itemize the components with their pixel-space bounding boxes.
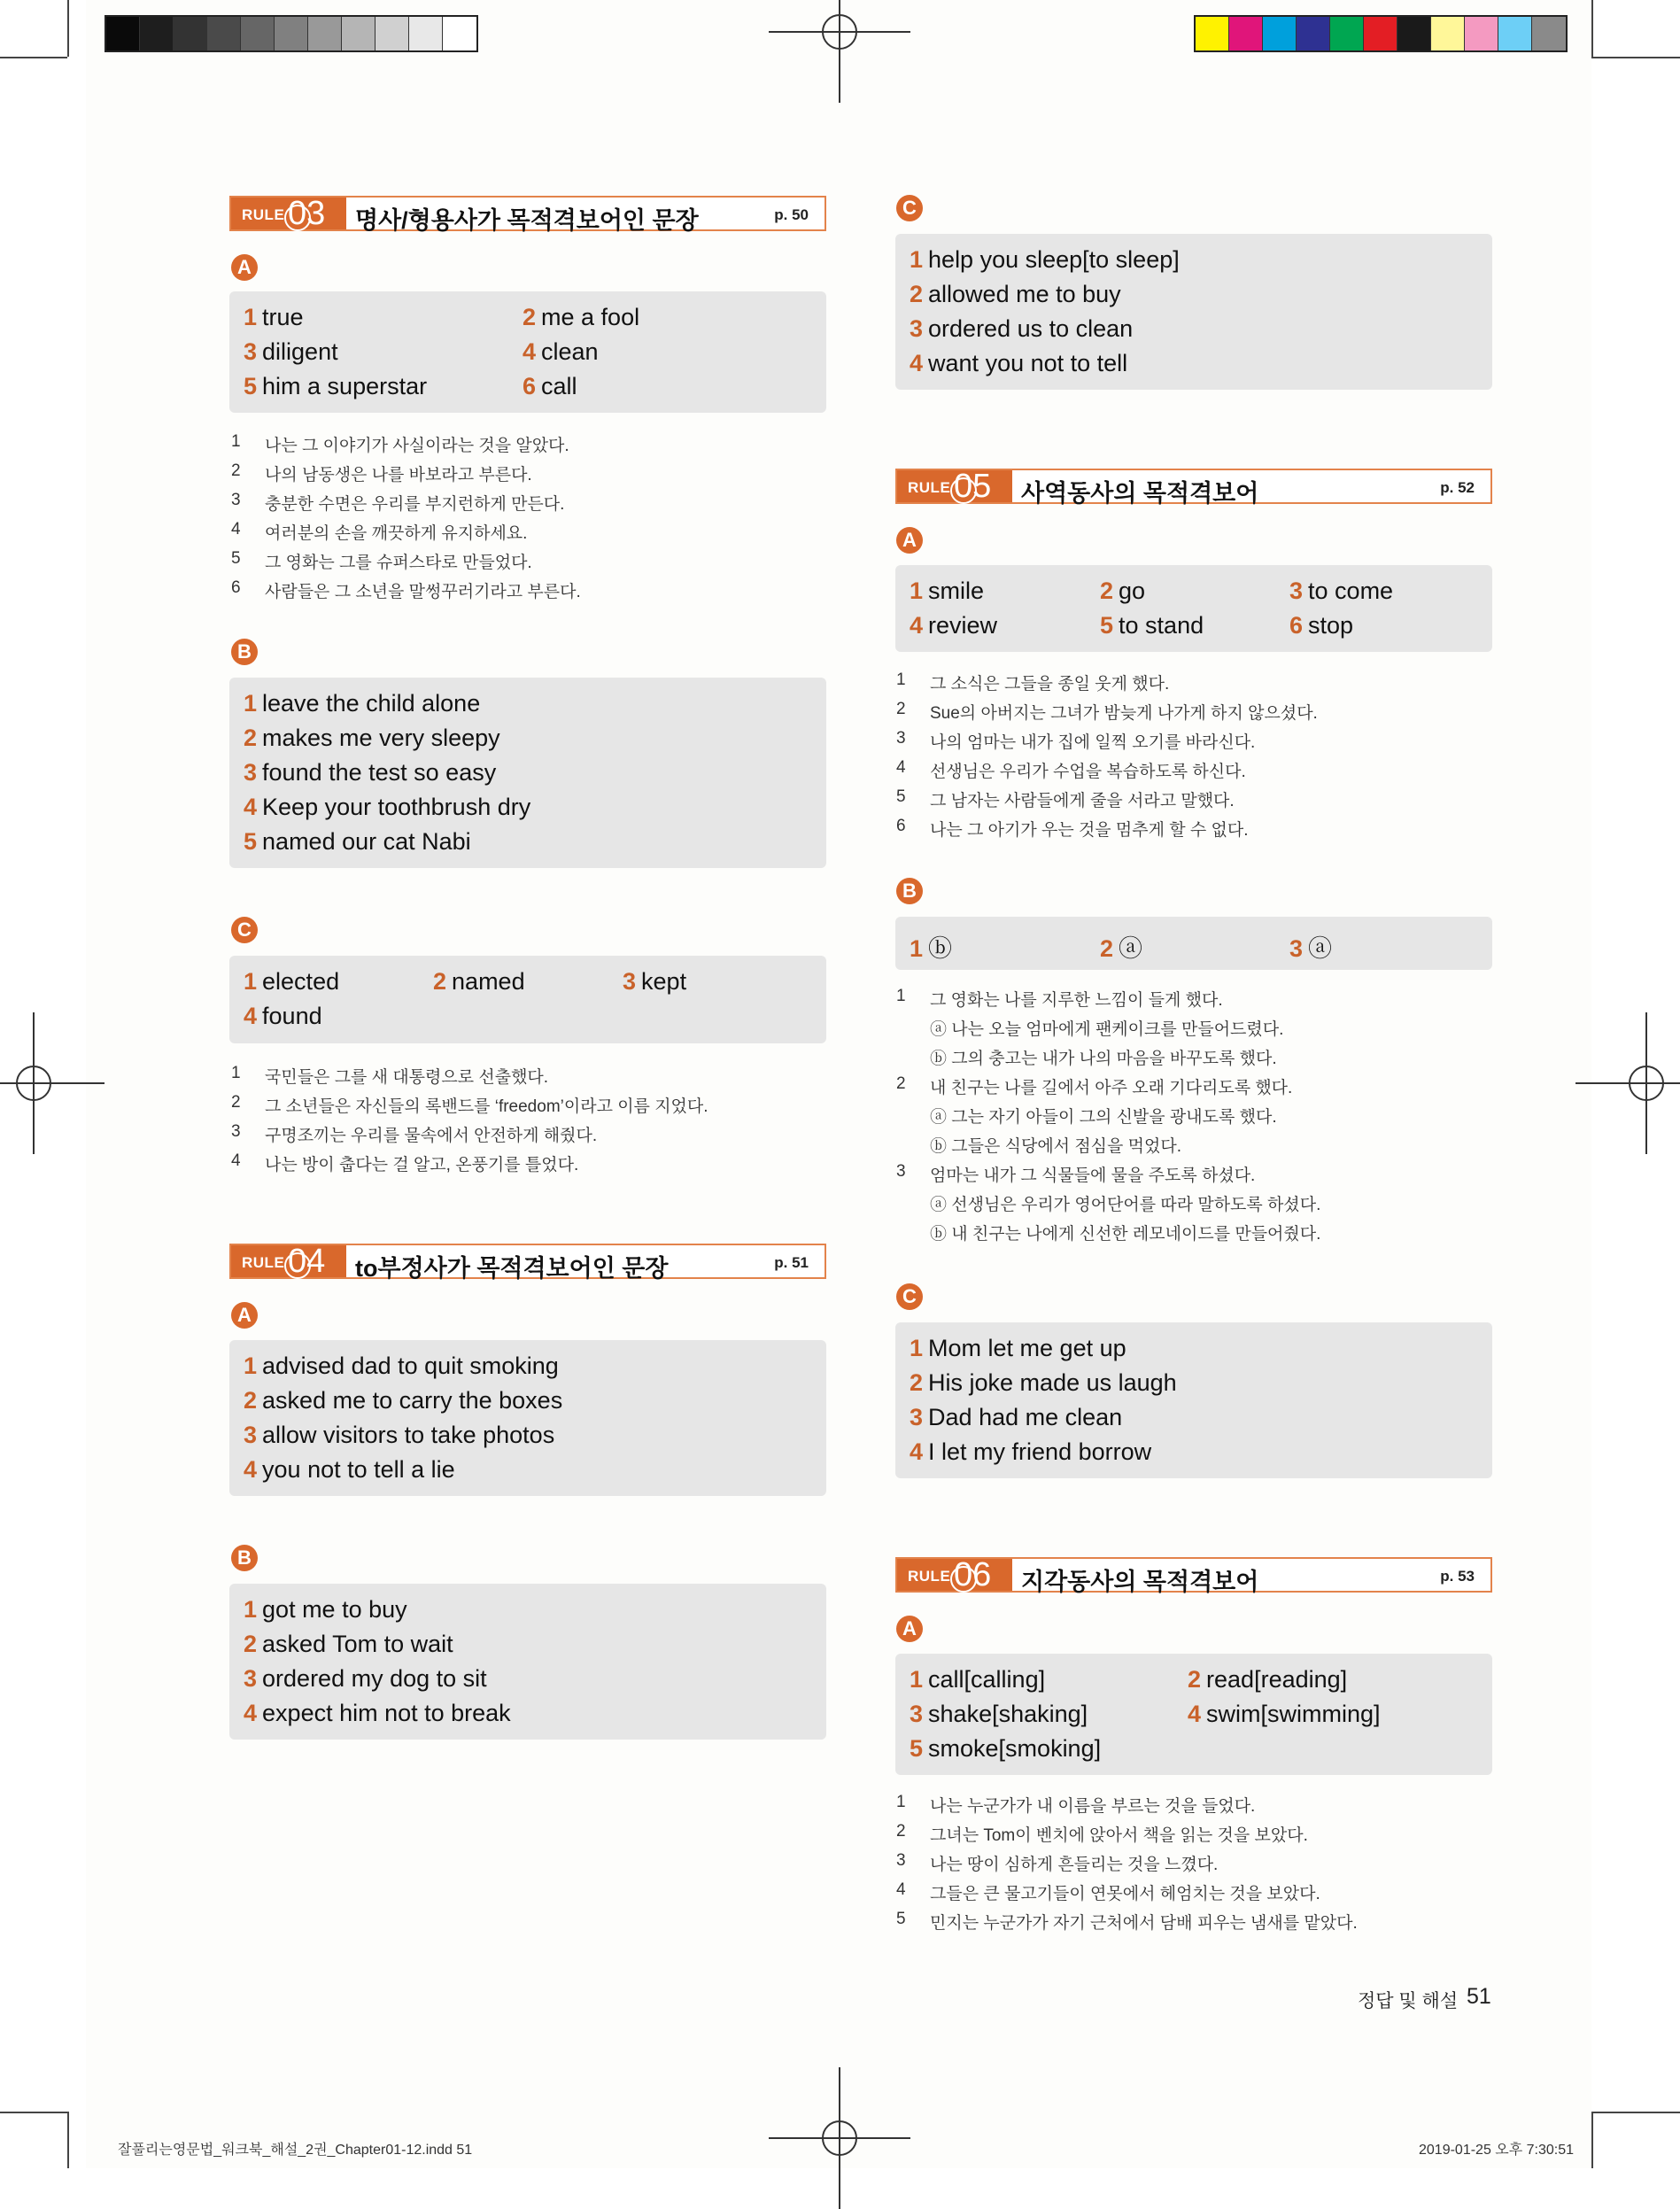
answer-item: 5 smoke[smoking] bbox=[910, 1735, 1102, 1762]
page-reference: p. 51 bbox=[774, 1254, 809, 1271]
section-badge-b: B bbox=[231, 1545, 258, 1571]
crop-mark bbox=[1591, 0, 1593, 57]
section-badge-a: A bbox=[231, 254, 258, 281]
answer-item: 2 His joke made us laugh bbox=[910, 1369, 1177, 1396]
file-slug: 잘풀리는영문법_워크북_해설_2권_Chapter01-12.indd 51 bbox=[118, 2143, 473, 2158]
answer-item: 4 swim[swimming] bbox=[1188, 1701, 1381, 1727]
answer-item: 1 leave the child alone bbox=[244, 690, 481, 717]
answer-item: 2 me a fool bbox=[523, 304, 640, 330]
registration-mark bbox=[813, 2112, 866, 2165]
rule-tag bbox=[231, 195, 346, 232]
registration-mark bbox=[7, 1057, 60, 1110]
answer-box bbox=[895, 917, 1492, 970]
answer-item: 2 read[reading] bbox=[1188, 1666, 1348, 1693]
answer-item: 4 review bbox=[910, 612, 998, 639]
answer-item: 2 asked Tom to wait bbox=[244, 1631, 453, 1657]
answer-item: 3 shake[shaking] bbox=[910, 1701, 1088, 1727]
rule-word: RULE bbox=[242, 1254, 285, 1271]
answer-item: 6 call bbox=[523, 373, 577, 399]
answer-item: 1 smile bbox=[910, 577, 985, 604]
registration-mark bbox=[813, 5, 866, 58]
crop-mark bbox=[1591, 2112, 1680, 2113]
answer-box bbox=[895, 565, 1492, 652]
answer-item: 5 named our cat Nabi bbox=[244, 828, 471, 855]
answer-item: 3 Dad had me clean bbox=[910, 1404, 1123, 1430]
answer-item: 2 named bbox=[433, 968, 525, 995]
answer-item: 2 allowed me to buy bbox=[910, 281, 1121, 307]
answer-item: 4 you not to tell a lie bbox=[244, 1456, 455, 1483]
answer-item: 1 ⓑ bbox=[910, 935, 953, 962]
rule-number: 06 bbox=[954, 1556, 992, 1593]
page-reference: p. 50 bbox=[774, 206, 809, 223]
crop-mark bbox=[0, 2112, 67, 2113]
rule-tag bbox=[897, 1556, 1012, 1593]
answer-item: 1 elected bbox=[244, 968, 340, 995]
crop-mark bbox=[1591, 2112, 1593, 2168]
answer-item: 4 found bbox=[244, 1003, 322, 1029]
rule-05-header bbox=[895, 468, 1492, 507]
answer-box bbox=[229, 678, 826, 868]
section-badge-b: B bbox=[231, 639, 258, 665]
answer-item: 5 him a superstar bbox=[244, 373, 428, 399]
answer-item: 3 ⓐ bbox=[1289, 935, 1333, 962]
answer-item: 1 got me to buy bbox=[244, 1596, 407, 1623]
answer-item: 2 asked me to carry the boxes bbox=[244, 1387, 563, 1414]
registration-mark bbox=[1620, 1057, 1673, 1110]
answer-item: 3 diligent bbox=[244, 338, 338, 365]
rule-word: RULE bbox=[908, 479, 951, 496]
section-badge-a: A bbox=[231, 1302, 258, 1329]
answer-item: 1 advised dad to quit smoking bbox=[244, 1353, 559, 1379]
answer-box bbox=[229, 956, 826, 1043]
answer-item: 4 clean bbox=[523, 338, 599, 365]
crop-mark bbox=[67, 0, 69, 57]
cmyk-color-bar bbox=[1194, 15, 1568, 52]
answer-item: 5 to stand bbox=[1100, 612, 1204, 639]
answer-item: 1 help you sleep[to sleep] bbox=[910, 246, 1180, 273]
answer-item: 1 true bbox=[244, 304, 304, 330]
section-badge-c: C bbox=[896, 195, 923, 221]
answer-box bbox=[229, 1584, 826, 1740]
page-reference: p. 53 bbox=[1440, 1568, 1475, 1585]
rule-number: 04 bbox=[288, 1243, 326, 1280]
rule-04-header bbox=[229, 1243, 826, 1282]
answer-item: 4 Keep your toothbrush dry bbox=[244, 794, 531, 820]
rule-number: 05 bbox=[954, 468, 992, 505]
rule-03-header bbox=[229, 195, 826, 234]
answer-box bbox=[895, 234, 1492, 390]
footer-title: 정답 및 해설 bbox=[1358, 1991, 1459, 2011]
answer-item: 1 call[calling] bbox=[910, 1666, 1046, 1693]
answer-item: 4 I let my friend borrow bbox=[910, 1438, 1152, 1465]
rule-title: 지각동사의 목적격보어 bbox=[1021, 1569, 1259, 1595]
answer-box bbox=[229, 291, 826, 413]
answer-item: 2 ⓐ bbox=[1100, 935, 1143, 962]
rule-title: to부정사가 목적격보어인 문장 bbox=[355, 1255, 669, 1282]
answer-box bbox=[895, 1654, 1492, 1775]
answer-item: 3 ordered my dog to sit bbox=[244, 1665, 487, 1692]
answer-item: 3 found the test so easy bbox=[244, 759, 497, 786]
section-badge-c: C bbox=[231, 917, 258, 943]
crop-mark bbox=[1591, 57, 1680, 58]
answer-item: 2 makes me very sleepy bbox=[244, 725, 500, 751]
grayscale-color-bar bbox=[105, 15, 478, 52]
answer-item: 4 want you not to tell bbox=[910, 350, 1128, 376]
section-badge-a: A bbox=[896, 1616, 923, 1642]
crop-mark bbox=[0, 57, 67, 58]
page-reference: p. 52 bbox=[1440, 479, 1475, 496]
answer-item: 2 go bbox=[1100, 577, 1146, 604]
answer-item: 6 stop bbox=[1289, 612, 1354, 639]
rule-tag bbox=[231, 1243, 346, 1280]
answer-item: 3 to come bbox=[1289, 577, 1394, 604]
answer-item: 3 allow visitors to take photos bbox=[244, 1422, 555, 1448]
section-badge-c: C bbox=[896, 1283, 923, 1310]
crop-mark bbox=[67, 2112, 69, 2168]
answer-item: 3 ordered us to clean bbox=[910, 315, 1134, 342]
rule-number: 03 bbox=[288, 195, 326, 232]
answer-item: 3 kept bbox=[623, 968, 687, 995]
answer-item: 4 expect him not to break bbox=[244, 1700, 511, 1726]
rule-word: RULE bbox=[242, 206, 285, 223]
timestamp-slug: 2019-01-25 오후 7:30:51 bbox=[1419, 2143, 1575, 2158]
rule-word: RULE bbox=[908, 1568, 951, 1585]
answer-box bbox=[229, 1340, 826, 1496]
rule-title: 명사/형용사가 목적격보어인 문장 bbox=[355, 207, 699, 234]
rule-title: 사역동사의 목적격보어 bbox=[1021, 480, 1259, 507]
answer-box bbox=[895, 1322, 1492, 1478]
rule-06-header bbox=[895, 1557, 1492, 1593]
rule-tag bbox=[897, 468, 1012, 505]
section-badge-b: B bbox=[896, 878, 923, 904]
answer-item: 1 Mom let me get up bbox=[910, 1335, 1126, 1361]
page-number: 51 bbox=[1467, 1984, 1491, 2009]
section-badge-a: A bbox=[896, 527, 923, 554]
